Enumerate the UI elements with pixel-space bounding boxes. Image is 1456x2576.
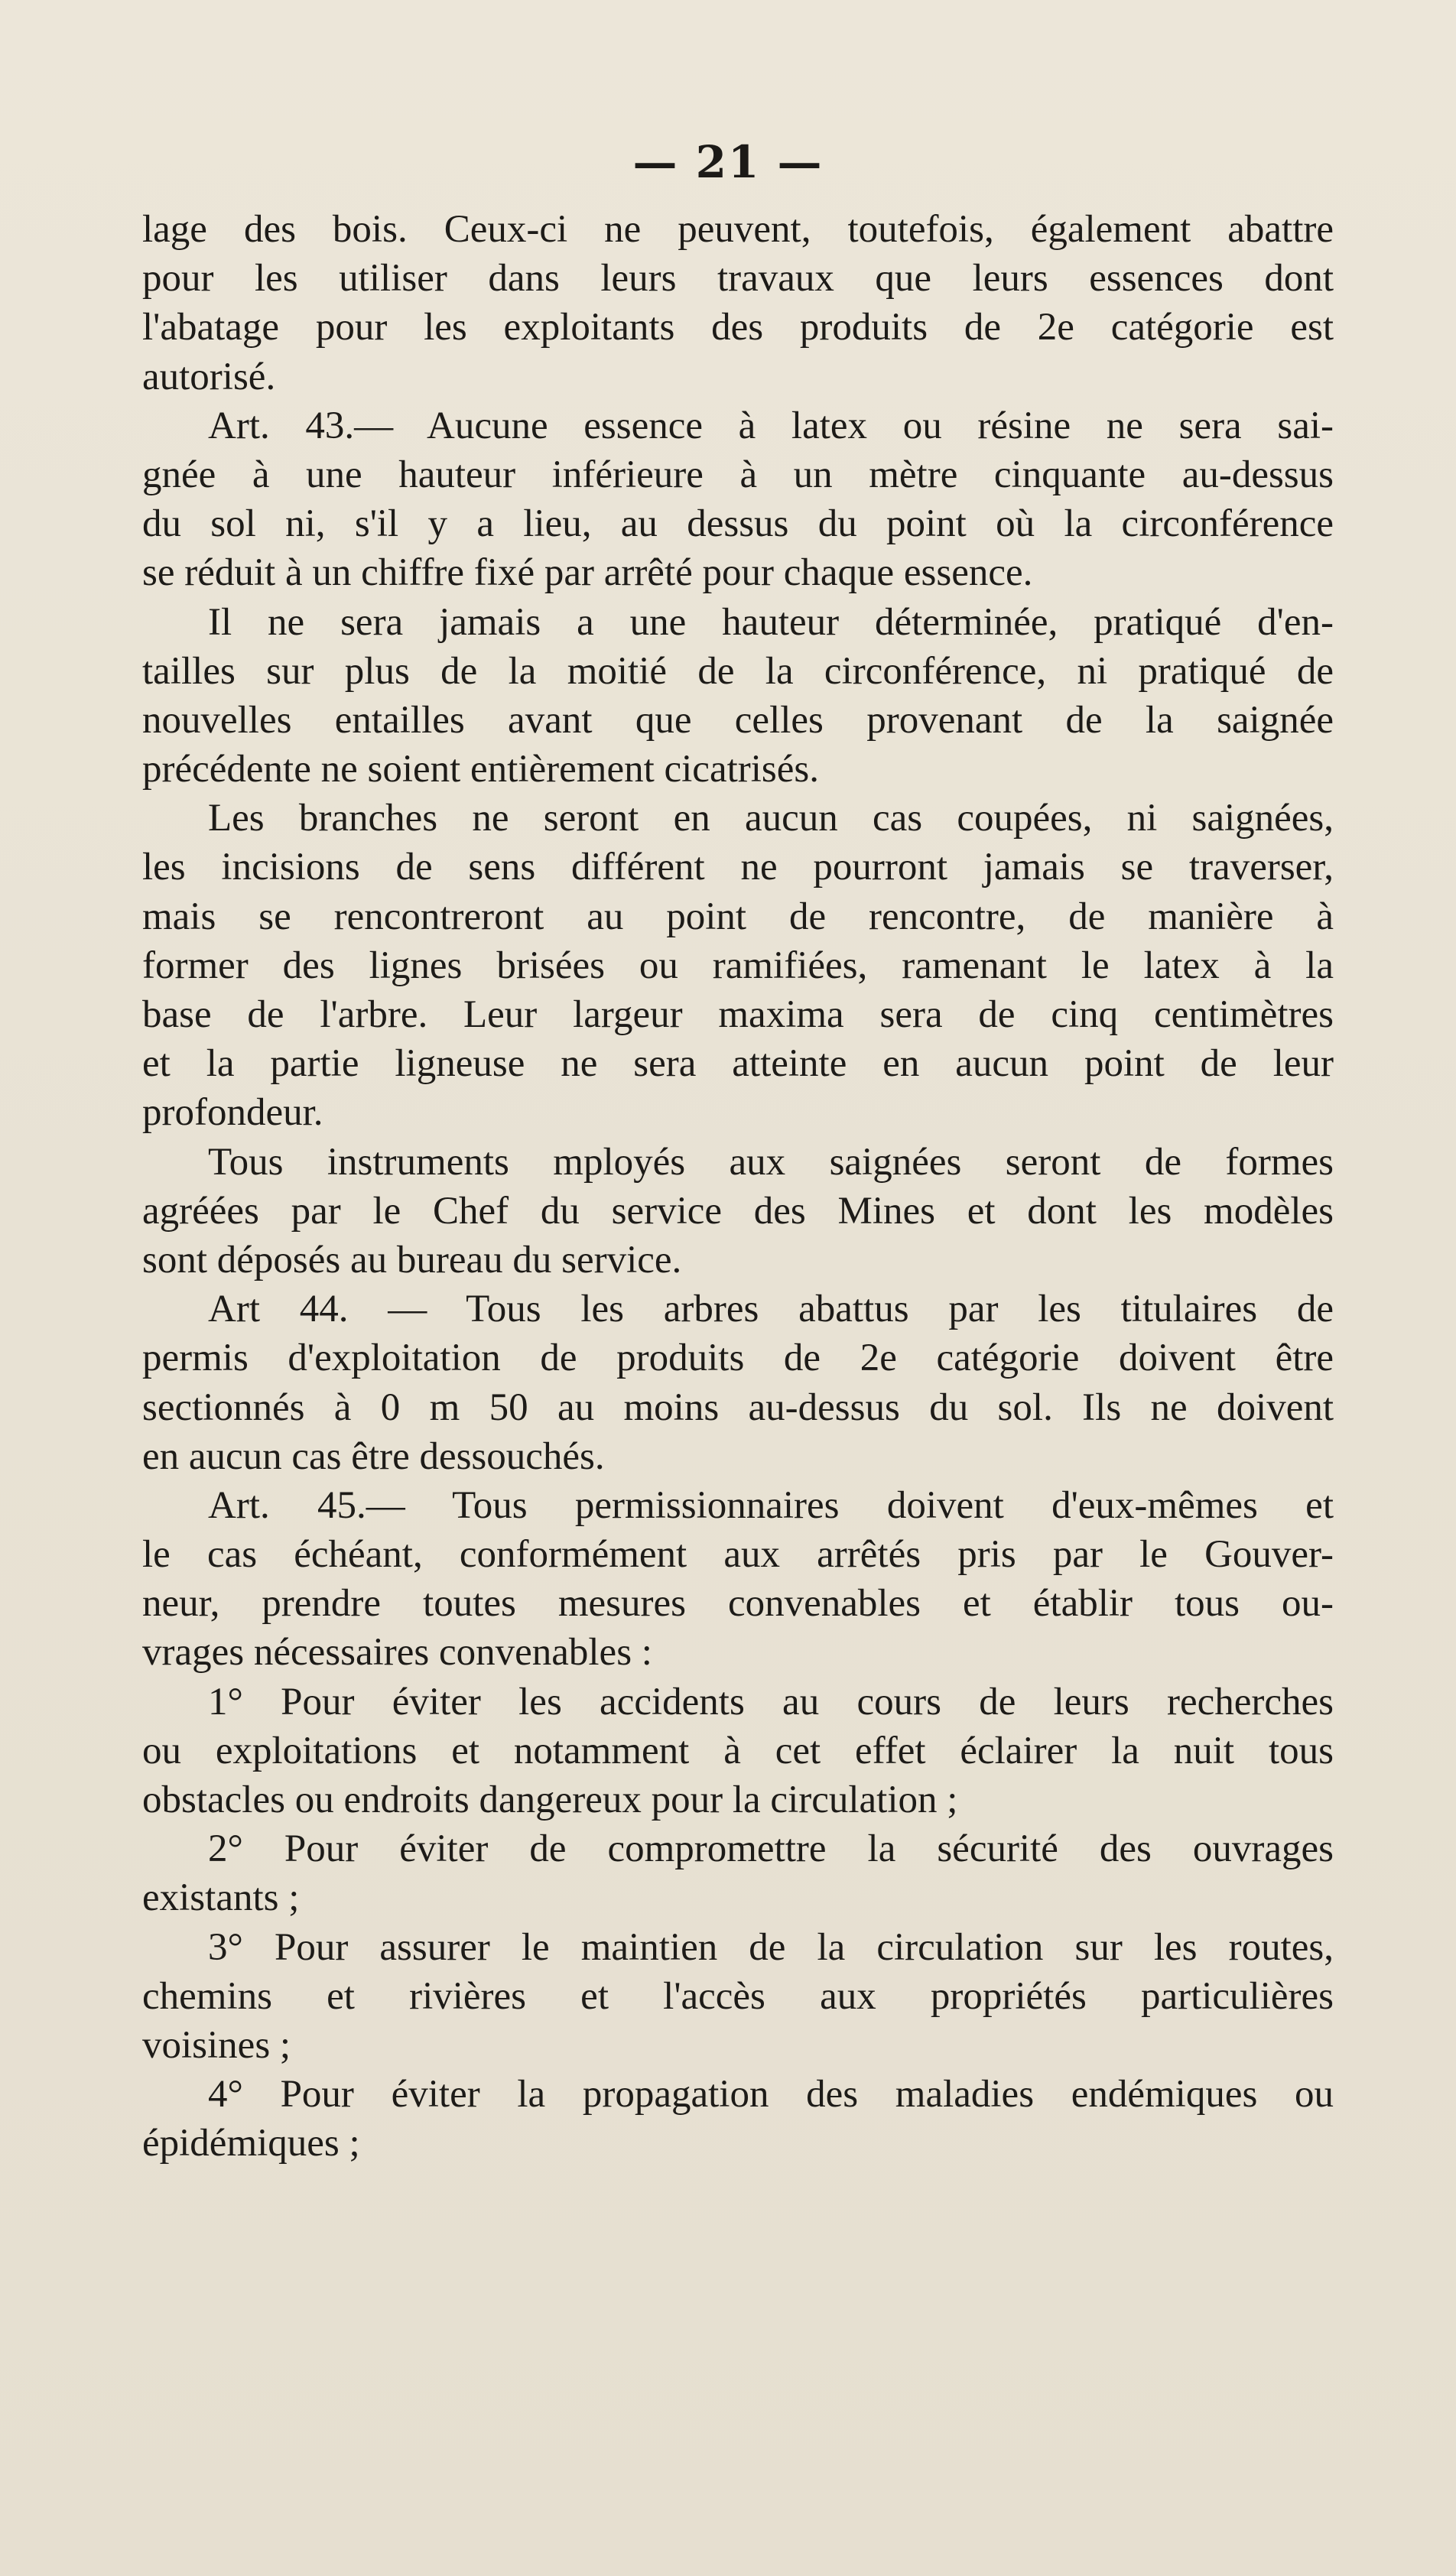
text-line: 4° Pour éviter la propagation des maladies endémiques ou bbox=[208, 2073, 1334, 2116]
text-line: 2° Pour éviter de compromettre la sécurité des ouvrages bbox=[208, 1827, 1334, 1871]
text-line: se réduit à un chiffre fixé par arrêté pour chaque essence. bbox=[142, 551, 1033, 595]
text-line: en aucun cas être dessouchés. bbox=[142, 1434, 605, 1478]
text-line: 1° Pour éviter les accidents au cours de leurs recherches bbox=[208, 1680, 1334, 1723]
text-line: Les branches ne seront en aucun cas coupées, ni saignées, bbox=[208, 797, 1334, 840]
text-line: précédente ne soient entièrement cicatrisés. bbox=[142, 748, 819, 791]
text-line: obstacles ou endroits dangereux pour la circulation ; bbox=[142, 1779, 958, 1821]
body-text bbox=[142, 205, 1334, 2168]
text-line: tailles sur plus de la moitié de la circonférence, ni pratiqué de bbox=[142, 649, 1334, 693]
text-line: sont déposés au bureau du service. bbox=[142, 1238, 682, 1282]
text-line: le cas échéant, conformément aux arrêtés pris par le Gouver- bbox=[142, 1533, 1334, 1577]
paragraph-continuation bbox=[142, 205, 1334, 401]
text-line: chemins et rivières et l'accès aux propriétés particulières bbox=[142, 1974, 1334, 2018]
text-line: vrages nécessaires convenables : bbox=[142, 1631, 652, 1675]
text-line: profondeur. bbox=[142, 1091, 323, 1135]
text-line: lage des bois. Ceux-ci ne peuvent, toutefois, également abattre bbox=[142, 208, 1334, 251]
text-line: base de l'arbre. Leur largeur maxima sera de cinq centimètres bbox=[142, 993, 1334, 1036]
list-item-3 bbox=[142, 1923, 1334, 2071]
paragraph-branches bbox=[142, 794, 1334, 1137]
text-line: permis d'exploitation de produits de 2e catégorie doivent être bbox=[142, 1337, 1334, 1380]
text-line: pour les utiliser dans leurs travaux que leurs essences dont bbox=[142, 257, 1334, 300]
article-45 bbox=[142, 1481, 1334, 1678]
paragraph-entailles bbox=[142, 598, 1334, 794]
text-line: du sol ni, s'il y a lieu, au dessus du point où la circonférence bbox=[142, 502, 1334, 546]
text-line: l'abatage pour les exploitants des produits de 2e catégorie est bbox=[142, 306, 1334, 349]
text-line: Tous instruments mployés aux saignées seront de formes bbox=[208, 1140, 1334, 1184]
text-line: Art. 45.— Tous permissionnaires doivent d'eux-mêmes et bbox=[208, 1483, 1334, 1527]
list-item-1 bbox=[142, 1678, 1334, 1825]
article-44 bbox=[142, 1285, 1334, 1481]
text-line: épidémiques ; bbox=[142, 2122, 360, 2165]
text-line: autorisé. bbox=[142, 355, 276, 398]
text-line: mais se rencontreront au point de rencontre, de manière à bbox=[142, 895, 1334, 938]
text-line: gnée à une hauteur inférieure à un mètre cinquante au-dessus bbox=[142, 453, 1334, 496]
text-line: nouvelles entailles avant que celles provenant de la saignée bbox=[142, 698, 1334, 742]
text-line: existants ; bbox=[142, 1876, 300, 1920]
page-number: — 21 — bbox=[632, 136, 824, 188]
text-line: sectionnés à 0 m 50 au moins au-dessus du sol. Ils ne doivent bbox=[142, 1385, 1334, 1429]
text-line: neur, prendre toutes mesures convenables et établir tous ou- bbox=[142, 1582, 1334, 1626]
text-line: Art. 43.— Aucune essence à latex ou résine ne sera sai- bbox=[208, 404, 1334, 447]
list-item-4 bbox=[142, 2070, 1334, 2168]
text-line: Art 44. — Tous les arbres abattus par les titulaires de bbox=[208, 1288, 1334, 1331]
text-line: 3° Pour assurer le maintien de la circulation sur les routes, bbox=[208, 1925, 1334, 1969]
article-43 bbox=[142, 401, 1334, 598]
text-line: Il ne sera jamais a une hauteur déterminée, pratiqué d'en- bbox=[208, 600, 1334, 644]
text-line: ou exploitations et notamment à cet effet éclairer la nuit tous bbox=[142, 1729, 1334, 1772]
text-line: voisines ; bbox=[142, 2023, 291, 2067]
text-line: former des lignes brisées ou ramifiées, ramenant le latex à la bbox=[142, 944, 1334, 987]
text-line: agréées par le Chef du service des Mines et dont les modèles bbox=[142, 1189, 1334, 1233]
list-item-2 bbox=[142, 1824, 1334, 1922]
text-line: et la partie ligneuse ne sera atteinte en aucun point de leur bbox=[142, 1042, 1334, 1086]
paragraph-instruments bbox=[142, 1138, 1334, 1285]
text-line: les incisions de sens différent ne pourront jamais se traverser, bbox=[142, 846, 1334, 889]
